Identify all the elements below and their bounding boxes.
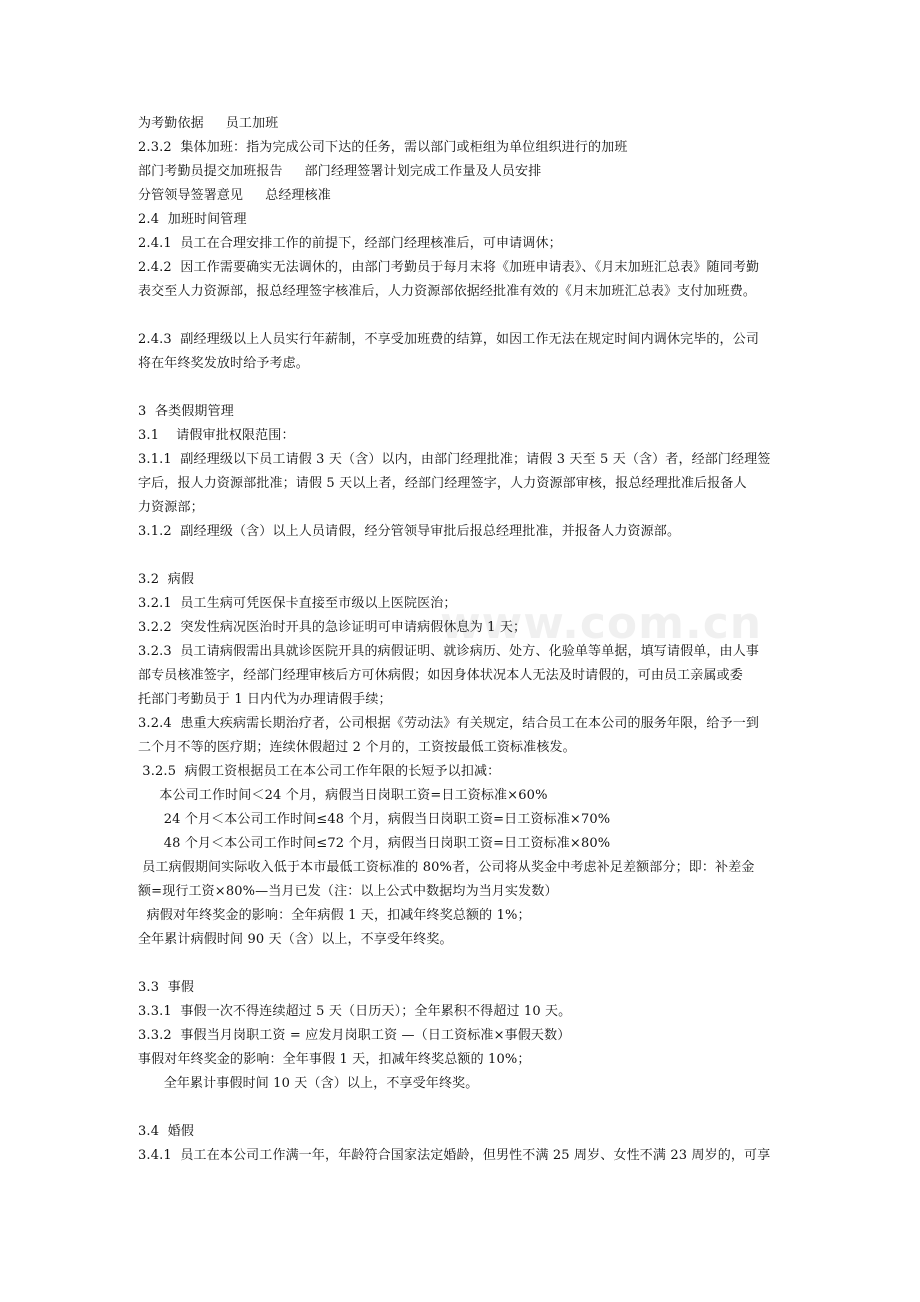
text-line: 事假对年终奖金的影响：全年事假 1 天，扣减年终奖总额的 10%； xyxy=(138,1052,531,1067)
text-line: 力资源部； xyxy=(138,500,204,515)
text-segment: 分管领导签署意见 xyxy=(138,188,244,203)
text-segment: 员工加班 xyxy=(225,116,279,131)
text-line: 3.3.2 事假当月岗职工资 = 应发月岗职工资 —（日工资标准×事假天数） xyxy=(138,1028,571,1043)
text-line: 员工病假期间实际收入低于本市最低工资标准的 80%者，公司将从奖金中考虑补足差额部分；即：补差金 xyxy=(138,860,755,875)
text-segment: 总经理核准 xyxy=(265,188,331,203)
text-line xyxy=(138,164,541,180)
text-line: 3.3.1 事假一次不得连续超过 5 天（日历天）；全年累积不得超过 10 天。 xyxy=(138,1004,572,1019)
text-line: 2.4.3 副经理级以上人员实行年薪制，不享受加班费的结算，如因工作无法在规定时间内调休完毕的，公司 xyxy=(138,332,759,347)
text-line: 表交至人力资源部，报总经理签字核准后，人力资源部依据经批准有效的《月末加班汇总表》支付加班费。 xyxy=(138,284,757,299)
text-line: 3.2 病假 xyxy=(138,572,194,587)
text-line: 24 个月＜本公司工作时间≤48 个月，病假当日岗职工资=日工资标准×70% xyxy=(138,812,611,827)
text-segment: 为考勤依据 xyxy=(138,116,204,131)
text-line: 2.3.2 集体加班：指为完成公司下达的任务，需以部门或柜组为单位组织进行的加班 xyxy=(138,140,628,155)
text-line: 3.2.2 突发性病况医治时开具的急诊证明可申请病假休息为 1 天； xyxy=(138,620,527,635)
text-line: 2.4 加班时间管理 xyxy=(138,212,247,227)
text-line: 额=现行工资×80%—当月已发（注：以上公式中数据均为当月实发数） xyxy=(138,884,558,899)
text-line: 将在年终奖发放时给予考虑。 xyxy=(138,356,309,371)
text-line: 病假对年终奖金的影响：全年病假 1 天，扣减年终奖总额的 1%； xyxy=(138,908,531,923)
text-line: 3.1.1 副经理级以下员工请假 3 天（含）以内，由部门经理批准；请假 3 天至 5 天（含）者，经部门经理签 xyxy=(138,452,771,467)
text-line: 2.4.1 员工在合理安排工作的前提下，经部门经理核准后，可申请调休； xyxy=(138,236,562,251)
text-line: 全年累计病假时间 90 天（含）以上，不享受年终奖。 xyxy=(138,932,453,947)
text-line xyxy=(138,188,331,204)
text-line: 字后，报人力资源部批准；请假 5 天以上者，经部门经理签字，人力资源部审核，报总经理批准后报备人 xyxy=(138,476,747,491)
text-line: 托部门考勤员于 1 日内代为办理请假手续； xyxy=(138,692,392,707)
text-line: 3.2.4 患重大疾病需长期治疗者，公司根据《劳动法》有关规定，结合员工在本公司的服务年限，给予一到 xyxy=(138,716,759,731)
text-line: 3.2.5 病假工资根据员工在本公司工作年限的长短予以扣减： xyxy=(138,764,501,779)
text-line: 3.2.3 员工请病假需出具就诊医院开具的病假证明、就诊病历、处方、化验单等单据，填写请假单，由人事 xyxy=(138,644,759,659)
text-line: 48 个月＜本公司工作时间≤72 个月，病假当日岗职工资=日工资标准×80% xyxy=(138,836,611,851)
text-line: 3.1 请假审批权限范围： xyxy=(138,428,295,443)
text-line: 本公司工作时间＜24 个月，病假当日岗职工资=日工资标准×60% xyxy=(138,788,548,803)
text-line: 3.4.1 员工在本公司工作满一年，年龄符合国家法定婚龄，但男性不满 25 周岁、女性不满 23 周岁的，可享 xyxy=(138,1148,771,1163)
text-line: 3.3 事假 xyxy=(138,980,194,995)
text-segment: 部门经理签署计划完成工作量及人员安排 xyxy=(304,164,542,179)
text-line: 部专员核准签字，经部门经理审核后方可休病假；如因身体状况本人无法及时请假的，可由员工亲属或委 xyxy=(138,668,743,683)
text-line: 全年累计事假时间 10 天（含）以上，不享受年终奖。 xyxy=(138,1076,479,1091)
text-line: 3.4 婚假 xyxy=(138,1124,194,1139)
text-segment: 部门考勤员提交加班报告 xyxy=(138,164,283,179)
text-line: 3 各类假期管理 xyxy=(138,404,234,419)
text-line: 3.2.1 员工生病可凭医保卡直接至市级以上医院医治； xyxy=(138,596,457,611)
text-line: 3.1.2 副经理级（含）以上人员请假，经分管领导审批后报总经理批准，并报备人力资源部。 xyxy=(138,524,681,539)
watermark: www.com.cn xyxy=(440,598,763,649)
text-line: 2.4.2 因工作需要确实无法调休的，由部门考勤员于每月末将《加班申请表》、《月末加班汇总表》随同考勤 xyxy=(138,260,760,275)
text-line: 二个月不等的医疗期；连续休假超过 2 个月的，工资按最低工资标准核发。 xyxy=(138,740,576,755)
text-line xyxy=(138,116,278,132)
